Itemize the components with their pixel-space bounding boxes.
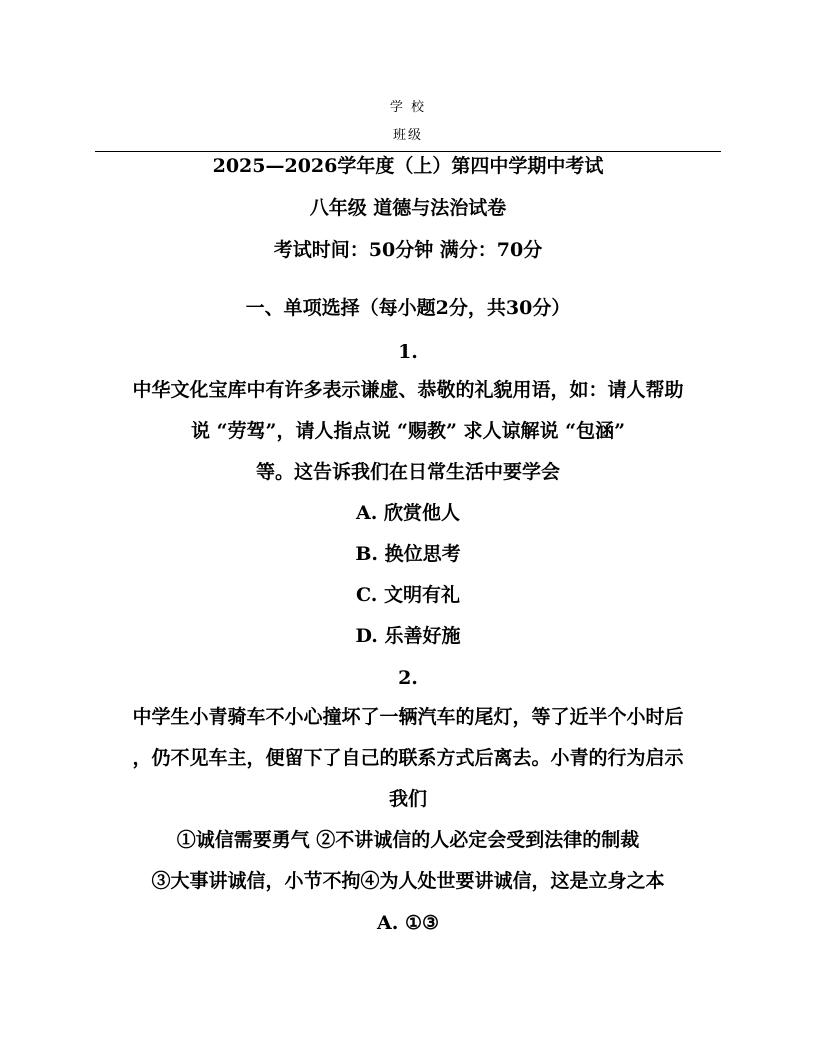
question-stem-line: 中学生小青骑车不小心撞坏了一辆汽车的尾灯，等了近半个小时后 [132,706,684,728]
school-label: 学 校 [389,100,427,115]
question-number: 2. [398,667,418,689]
option-a: A. 欣赏他人 [356,502,460,524]
option-b: B. 换位思考 [355,543,461,565]
question-stem-line: 说 “劳驾”，请人指点说 “赐教” 求人谅解说 “包涵” [190,420,626,442]
header-divider [95,151,721,152]
statement-line: ③大事讲诚信，小节不拘④为人处世要讲诚信，这是立身之本 [151,870,665,892]
section-heading: 一、单项选择（每小题2分，共30分） [245,297,571,319]
question-number: 1. [398,341,418,363]
option-c: C. 文明有礼 [355,584,461,606]
option-a: A. ①③ [376,912,440,934]
exam-info: 考试时间：50分钟 满分：70分 [273,239,543,261]
class-label: 班级 [392,128,423,143]
question-stem-line: 中华文化宝库中有许多表示谦虚、恭敬的礼貌用语，如：请人帮助 [132,379,684,401]
exam-title: 2025—2026学年度（上）第四中学期中考试 [212,155,604,177]
exam-subject: 八年级 道德与法治试卷 [309,197,507,219]
statement-line: ①诚信需要勇气 ②不讲诚信的人必定会受到法律的制裁 [176,829,640,851]
question-stem-line: 等。这告诉我们在日常生活中要学会 [255,461,560,483]
option-d: D. 乐善好施 [355,625,461,647]
question-stem-line: ，仍不见车主，便留下了自己的联系方式后离去。小青的行为启示 [132,747,684,769]
question-stem-line: 我们 [388,788,427,810]
